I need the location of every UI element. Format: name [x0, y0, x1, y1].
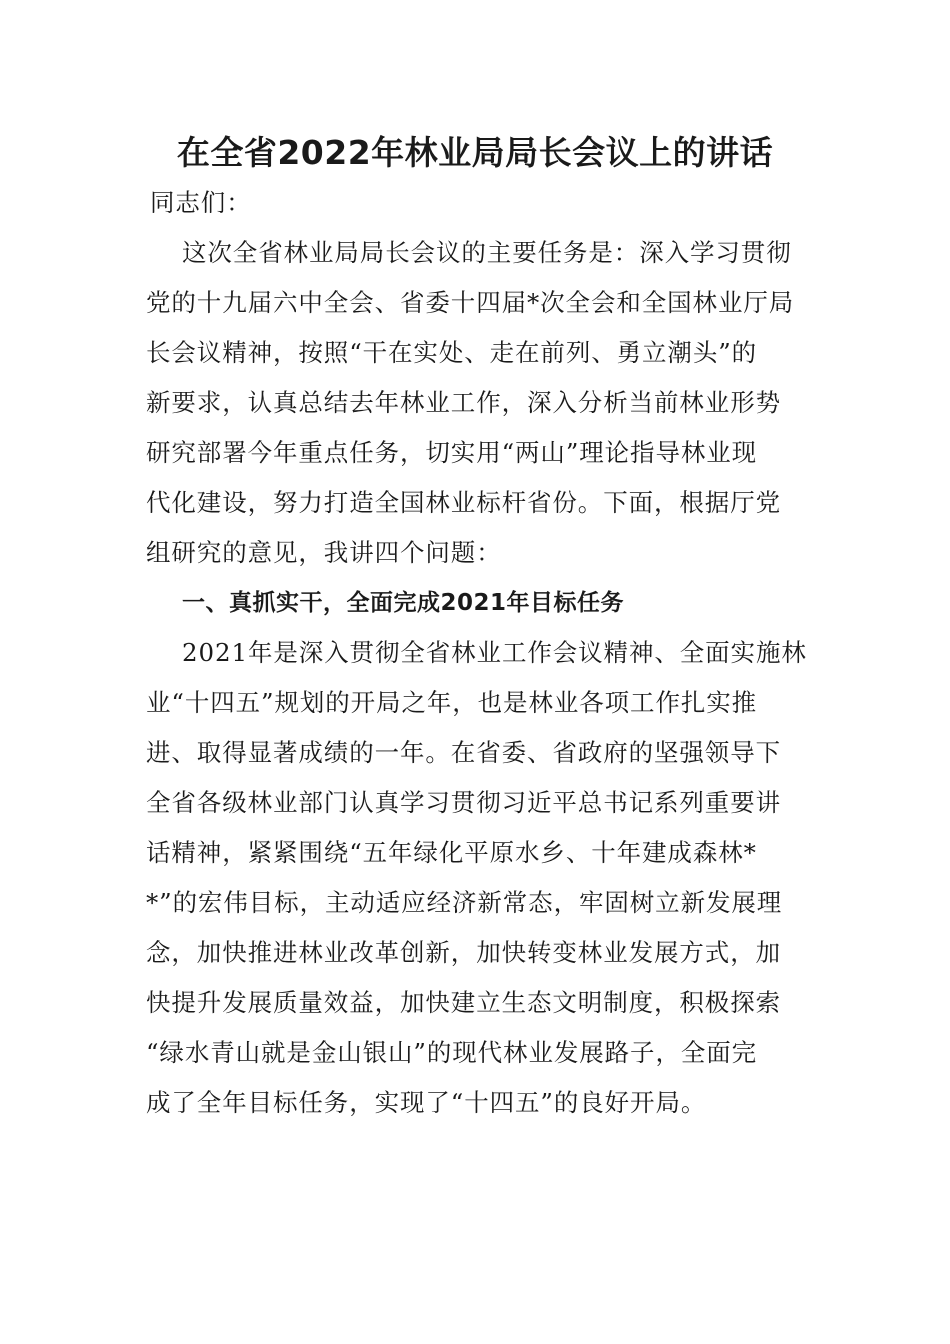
paragraph-line: 成了全年目标任务，实现了“十四五”的良好开局。 [146, 1088, 707, 1117]
paragraph-line: 话精神，紧紧围绕“五年绿化平原水乡、十年建成森林* [146, 838, 757, 867]
paragraph-line: 研究部署今年重点任务，切实用“两山”理论指导林业现 [146, 438, 758, 467]
paragraph-line: 这次全省林业局局长会议的主要任务是：深入学习贯彻 [182, 238, 792, 267]
paragraph-line: *”的宏伟目标，主动适应经济新常态，牢固树立新发展理 [146, 888, 783, 917]
paragraph-line: 全省各级林业部门认真学习贯彻习近平总书记系列重要讲 [146, 788, 781, 817]
document-body [146, 178, 806, 1128]
paragraph-line: 组研究的意见，我讲四个问题： [146, 538, 502, 567]
paragraph-line: 新要求，认真总结去年林业工作，深入分析当前林业形势 [146, 388, 781, 417]
document-title: 在全省2022年林业局局长会议上的讲话 [176, 133, 774, 172]
paragraph-line: “绿水青山就是金山银山”的现代林业发展路子，全面完 [146, 1038, 758, 1067]
paragraph-line: 念，加快推进林业改革创新，加快转变林业发展方式，加 [146, 938, 781, 967]
paragraph-line: 2021年是深入贯彻全省林业工作会议精神、全面实施林 [182, 638, 807, 667]
section-heading: 一、真抓实干，全面完成2021年目标任务 [182, 590, 625, 616]
paragraph-line: 党的十九届六中全会、省委十四届*次全会和全国林业厅局 [146, 288, 795, 317]
paragraph-line: 进、取得显著成绩的一年。在省委、省政府的坚强领导下 [146, 738, 781, 767]
paragraph-line: 同志们： [150, 188, 252, 217]
paragraph-line: 业“十四五”规划的开局之年，也是林业各项工作扎实推 [146, 688, 758, 717]
paragraph-line: 代化建设，努力打造全国林业标杆省份。下面，根据厅党 [146, 488, 781, 517]
paragraph-line: 快提升发展质量效益，加快建立生态文明制度，积极探索 [146, 988, 781, 1017]
paragraph-line: 长会议精神，按照“干在实处、走在前列、勇立潮头”的 [146, 338, 758, 367]
